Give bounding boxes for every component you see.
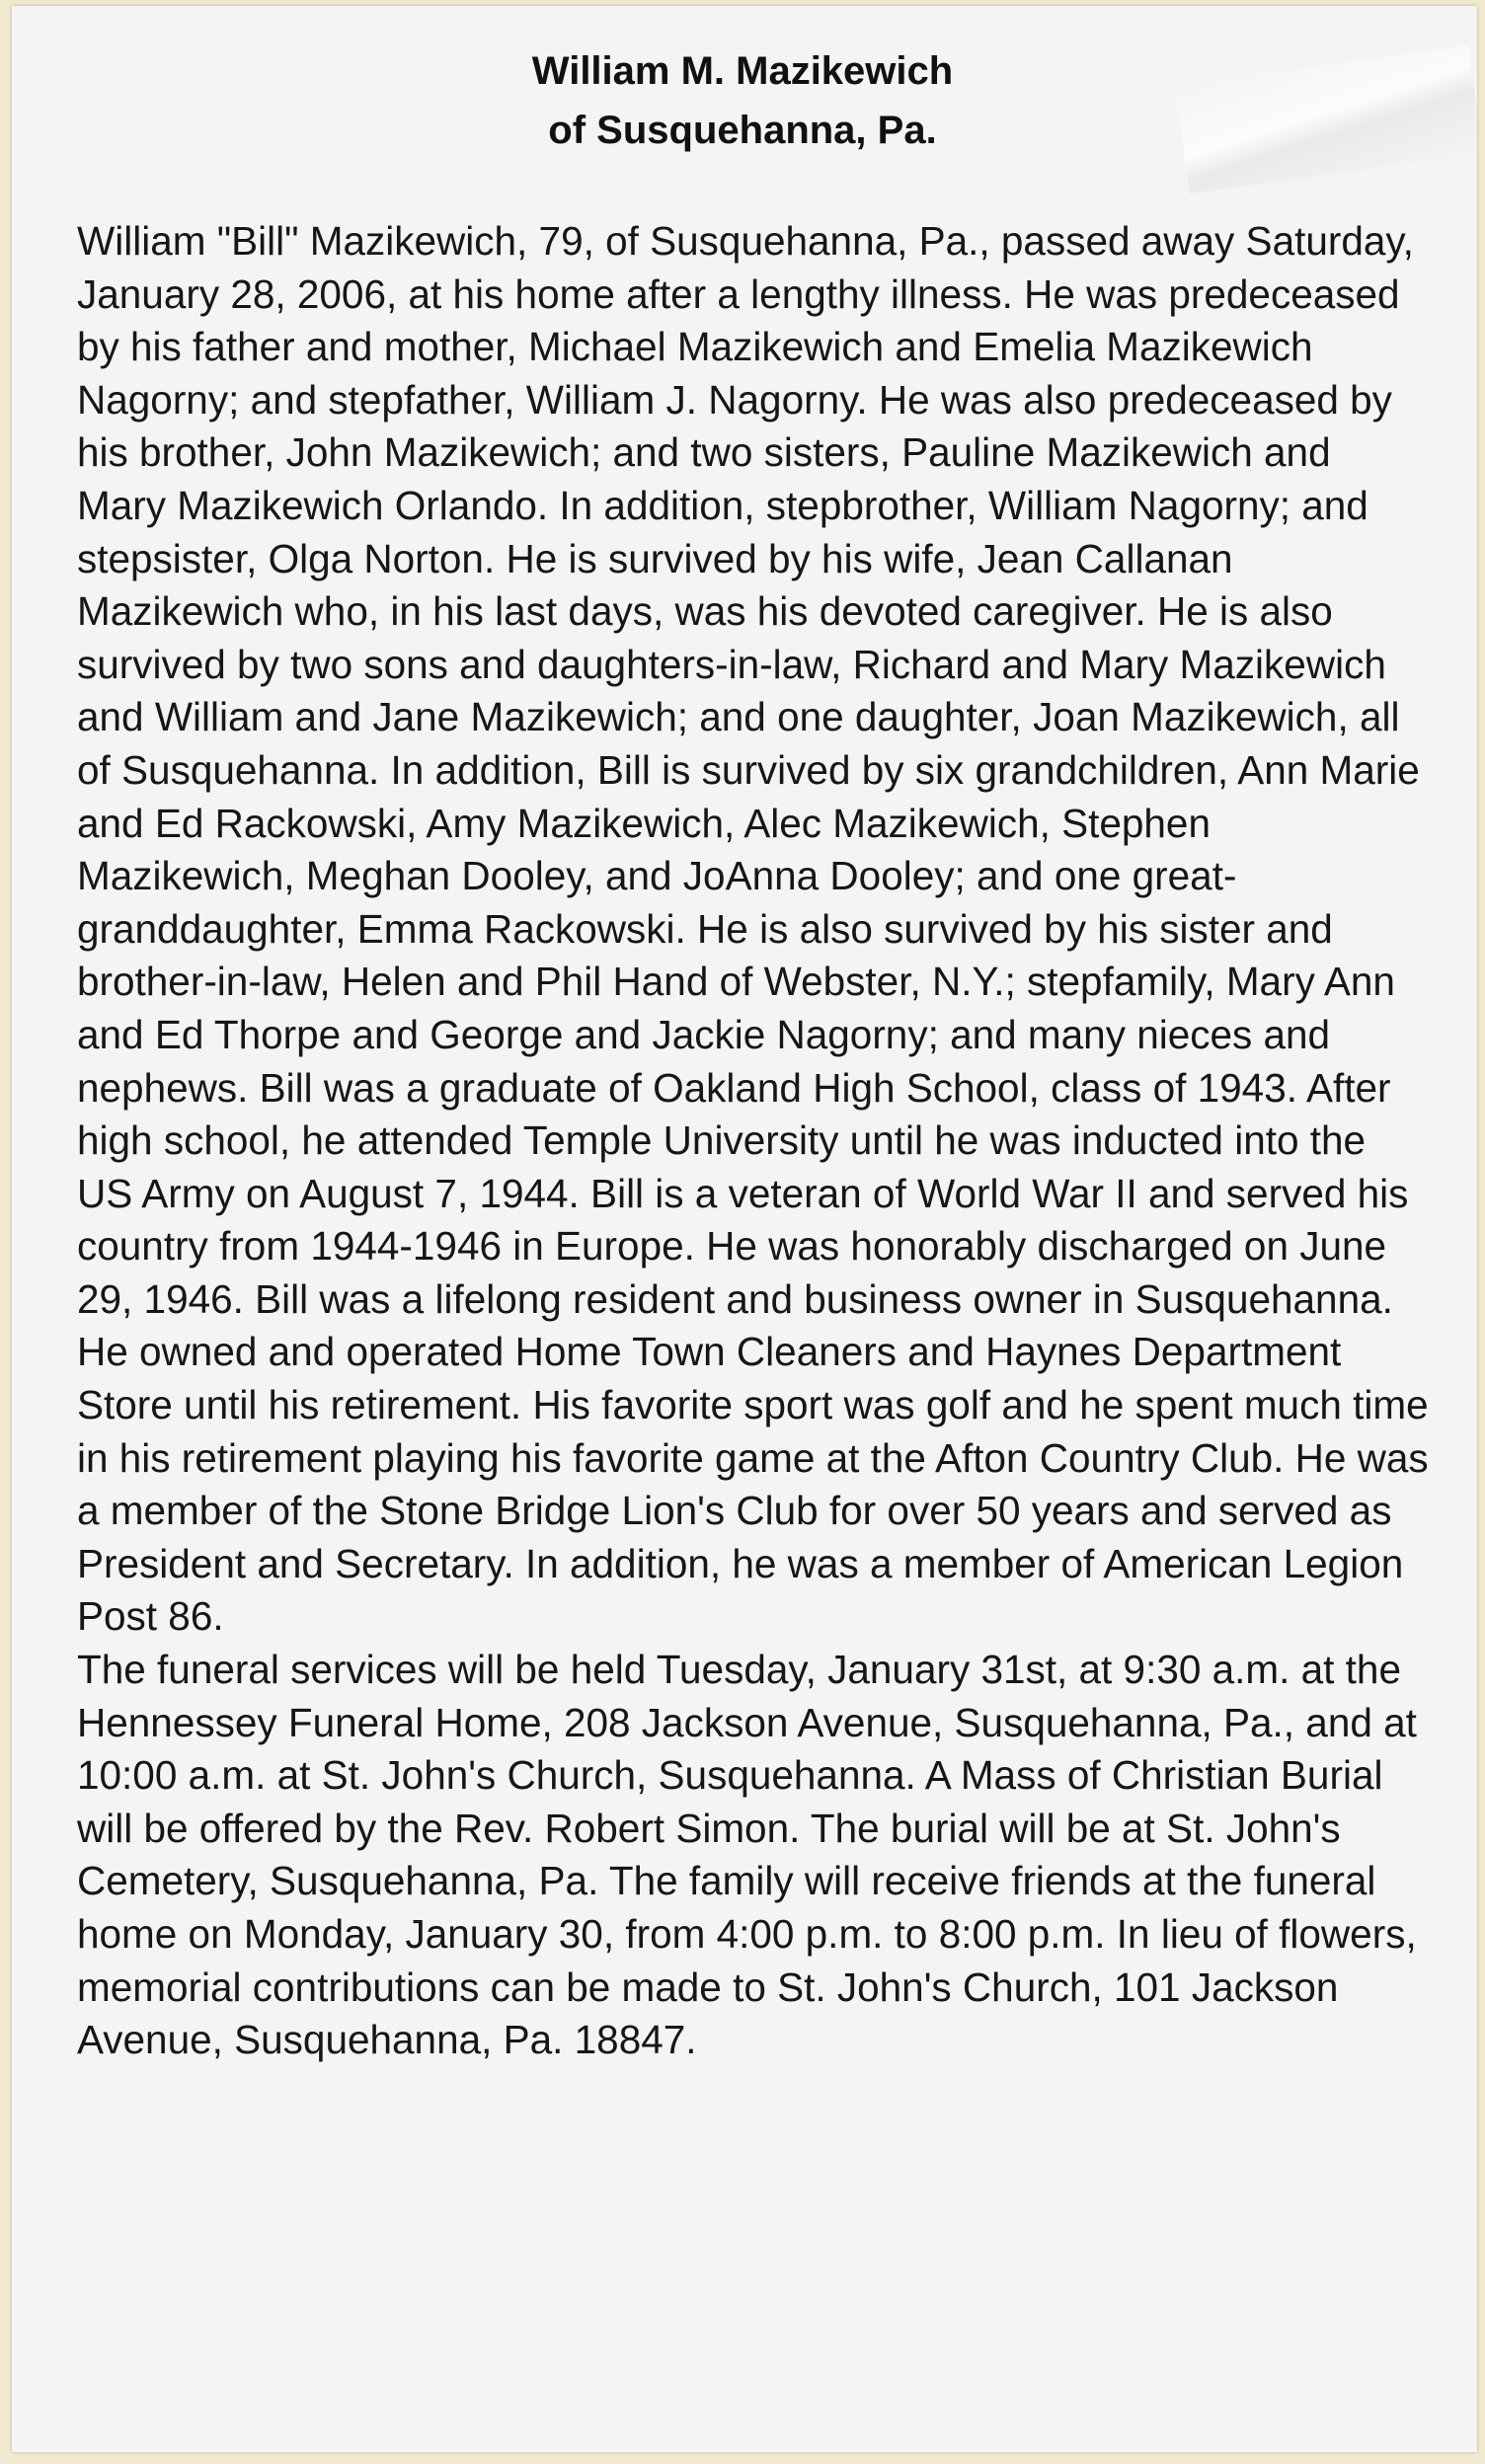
obituary-paragraph: The funeral services will be held Tuesday, January 31st, at 9:30 a.m. at the Hennessey Funeral Home, 208 Jackson Avenue, Susquehanna, Pa., and at 10:00 a.m. at St. John's Church, Susquehanna. A Mass of Christian Burial will be offered by the Rev. Robert Simon. The burial will be at St. John's Cemetery, Susquehanna, Pa. The family will receive friends at the funeral home on Monday, January 30, from 4:00 p.m. to 8:00 p.m. In lieu of flowers, memorial contributions can be made to St. John's Church, 101 Jackson Avenue, Susquehanna, Pa. 18847. (77, 1647, 1417, 2063)
obituary-title: William M. Mazikewich (531, 49, 954, 93)
obituary-subtitle: of Susquehanna, Pa. (548, 109, 937, 152)
obituary-paragraph: William "Bill" Mazikewich, 79, of Susquehanna, Pa., passed away Saturday, January 28, 2006, at his home after a lengthy illness. He was predeceased by his father and mother, Michael Mazikewich and Emelia Mazikewich Nagorny; and stepfather, William J. Nagorny. He was also predeceased by his brother, John Mazikewich; and two sisters, Pauline Mazikewich and Mary Mazikewich Orlando. In addition, stepbrother, William Nagorny; and stepsister, Olga Norton. He is survived by his wife, Jean Callanan Mazikewich who, in his last days, was his devoted caregiver. He is also survived by two sons and daughters-in-law, Richard and Mary Mazikewich and William and Jane Mazikewich; and one daughter, Joan Mazikewich, all of Susquehanna. In addition, Bill is survived by six grandchildren, Ann Marie and Ed Rackowski, Amy Mazikewich, Alec Mazikewich, Stephen Mazikewich, Meghan Dooley, and JoAnna Dooley; and one great-granddaughter, Emma Rackowski. He is also survived by his sister and brother-in-law, Helen and Phil Hand of Webster, N.Y.; stepfamily, Mary Ann and Ed Thorpe and George and Jackie Nagorny; and many nieces and nephews. Bill was a graduate of Oakland High School, class of 1943. After high school, he attended Temple University until he was inducted into the US Army on August 7, 1944. Bill is a veteran of World War II and served his country from 1944-1946 in Europe. He was honorably discharged on June 29, 1946. Bill was a lifelong resident and business owner in Susquehanna. He owned and operated Home Town Cleaners and Haynes Department Store until his retirement. His favorite sport was golf and he spent much time in his retirement playing his favorite game at the Afton Country Club. He was a member of the Stone Bridge Lion's Club for over 50 years and served as President and Secretary. In addition, he was a member of American Legion Post 86. (77, 218, 1429, 1640)
obituary-body (77, 215, 1430, 2067)
